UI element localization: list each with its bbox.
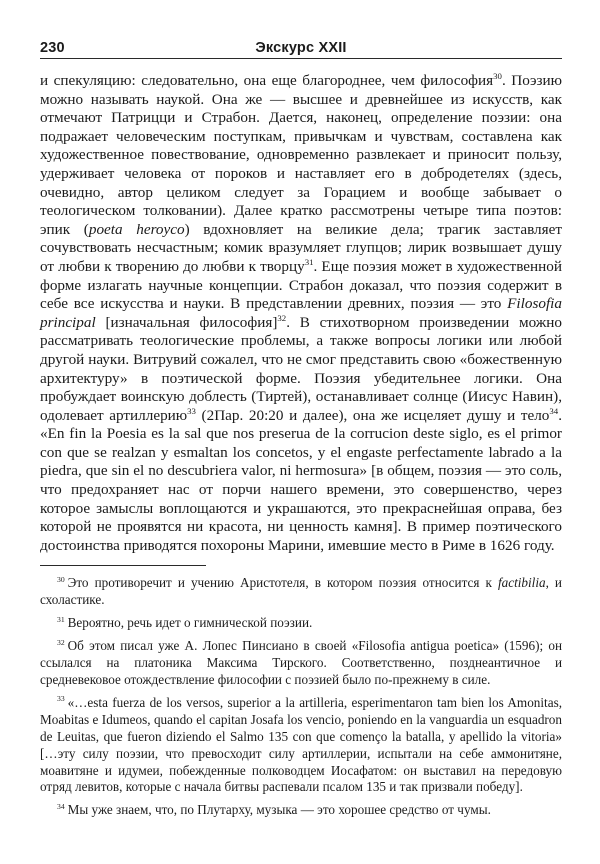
footnote-number: 30 — [57, 575, 65, 585]
text-run: и спекуляцию: следовательно, она еще благороднее, чем философия — [40, 72, 494, 89]
footnote-text — [40, 638, 562, 687]
page-number: 230 — [40, 40, 65, 56]
footnote-text — [68, 802, 491, 817]
footnotes-section — [40, 575, 562, 819]
footnote — [40, 615, 562, 632]
text-run: . «En fin la Poesia es la sal que nos preserua de la corrucion deste siglo, es el primor con que se realzan y esmaltan los concetos, y el engaste perfectamente labrado a la piedra, que sin el no descubriera valor, ni hermosura» [в общем, поэзия — это соль, что предохраняет нас от порчи нашего времени, это совершенство, через которое замыслы воплощаются и украшаются, это прекраснейшая оправа, без которой не проявятся ни красота, ни ценность камня]. В пример поэтического достоинства приводятся похороны Марини, имевшие место в Риме в 1626 году. — [40, 406, 562, 554]
text-run: , и схоластике. — [40, 575, 562, 608]
running-title: Экскурс XXII — [255, 40, 347, 56]
footnote-ref: 33 — [187, 405, 196, 416]
main-content — [40, 72, 562, 555]
text-run: Это противоречит и учению Аристотеля, в котором поэзия относится к — [67, 575, 498, 591]
footnote-number: 33 — [57, 694, 65, 704]
text-run: Вероятно, речь идет о гимнической поэзии. — [67, 615, 313, 631]
text-run: Об этом писал уже А. Лопес Пинсиано в своей «Filosofia antigua poetica» (1596); он ссылался на платоника Максима Тирского. Соответственно, позднеантичное и средневековое отождествление философии с поэзией было по-прежнему в силе. — [40, 638, 562, 687]
text-run: . Еще поэзия может в художественной форме излагать научные концепции. Страбон доказал, что поэзия содержит в себе все искусства и науки. В представлении древних, поэзия — это — [40, 257, 562, 313]
footnote-text — [40, 695, 562, 795]
italic-phrase: Filosofia principal — [40, 295, 562, 331]
text-run: Мы уже знаем, что, по Плутарху, музыка — это хорошее средство от чумы. — [67, 802, 491, 818]
footnote-number: 32 — [57, 637, 65, 647]
text-run: . Поэзию можно называть наукой. Она же — высшее и древнейшее из искусств, как отмечают Патрицци и Страбон. Дается, наконец, определение поэзии: она подражает человеческим поступкам, привычкам и чувствам, составлена как художественное повествование, одновременно развлекает и приносит пользу, удерживает человека от пороков и наставляет его в добродетелях (здесь, очевидно, автор целиком следует за Горацием и вообще забывает о теологическом толковании). Далее кратко рассмотрены четыре типа поэтов: эпик ( — [40, 72, 562, 238]
footnote-text — [40, 575, 562, 607]
footnote — [40, 695, 562, 796]
footnote-ref: 31 — [304, 256, 314, 267]
footnote-number: 31 — [57, 614, 65, 624]
footnote — [40, 638, 562, 689]
text-run: (2Пар. 20:20 и далее), она же исцеляет душу и тело — [195, 406, 550, 424]
italic-phrase: poeta heroyco — [88, 220, 185, 238]
text-run: . В стихотворном произведении можно рассматривать теологические проблемы, а также вопросы логики или любой другой науки. Витрувий сожалел, что не смог представить свою «божественную архитектуру» в поэтической форме. Поэзия убедительнее логики. Она пробуждает воинскую доблесть (Тиртей), останавливает солнце (Иисус Навин), одолевает артиллерию — [40, 313, 562, 424]
main-paragraph — [40, 72, 562, 555]
footnote-ref: 30 — [493, 70, 502, 81]
text-run: [изначальная философия] — [95, 313, 278, 331]
footnote-separator — [40, 565, 206, 566]
italic-phrase: factibilia — [497, 575, 546, 591]
footnote-number: 34 — [57, 801, 65, 811]
footnote — [40, 575, 562, 609]
page-header — [40, 36, 562, 59]
footnote-ref: 32 — [277, 312, 287, 323]
text-run: ) вдохновляет на великие дела; трагик заставляет сочувствовать несчастным; комик вразумляет глупцов; лирик возвышает душу от любви к творению до любви к творцу — [40, 220, 563, 275]
footnote-text — [68, 615, 313, 630]
text-run: «…esta fuerza de los versos, superior a la artilleria, esperimentaron tam bien los Amonitas, Moabitas e Idumeos, quando el capitan Josafa los vencio, poniendo en la vanguardia un esquadron de Leuitas, que fueron diziendo el Salmo 135 con que començo la batalla, y apellido la vitoria» […эту силу поэзии, что превосходит силу артиллерии, испытали на себе аммонитяне, моавитяне и идумеи, побежденные полководцем Иосафатом: он выставил на передовую отряд левитов, которые с начала битвы распевали псалом 135 и так призвали победу]. — [40, 694, 562, 795]
footnote — [40, 802, 562, 819]
footnote-ref: 34 — [549, 405, 559, 416]
